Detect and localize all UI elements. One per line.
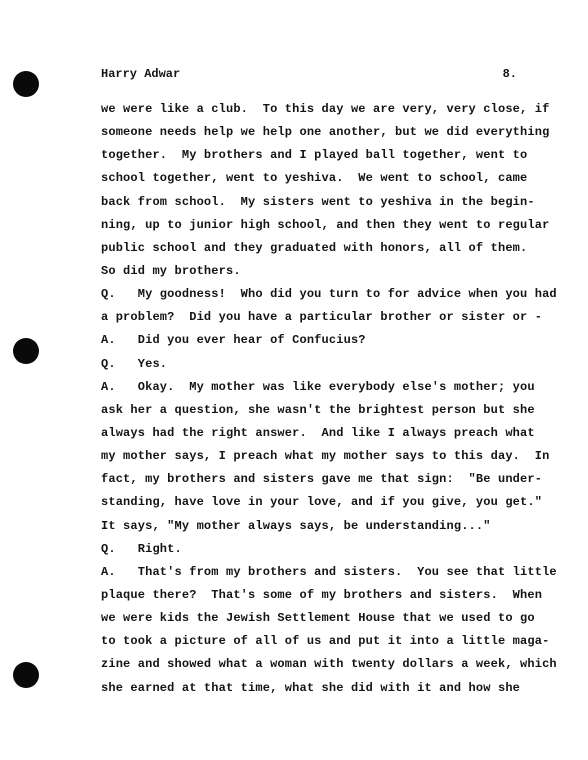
transcript-line: standing, have love in your love, and if you give, you get." xyxy=(101,495,543,510)
transcript-line: A. Okay. My mother was like everybody else's mother; you xyxy=(101,379,535,394)
transcript-line: she earned at that time, what she did with it and how she xyxy=(101,680,521,695)
transcript-line: public school and they graduated with honors, all of them. xyxy=(101,240,528,255)
transcript-line: back from school. My sisters went to yeshiva in the begin- xyxy=(101,194,535,209)
binder-hole-top xyxy=(13,71,39,97)
transcript-line: plaque there? That's some of my brothers and sisters. When xyxy=(101,587,543,602)
binder-hole-bottom xyxy=(13,662,39,688)
transcript-line: fact, my brothers and sisters gave me that sign: "Be under- xyxy=(101,472,543,487)
transcript-line: we were kids the Jewish Settlement House that we used to go xyxy=(101,611,535,626)
transcript-line: together. My brothers and I played ball together, went to xyxy=(101,148,528,163)
transcript-line: ning, up to junior high school, and then they went to regular xyxy=(101,217,550,232)
binder-hole-middle xyxy=(13,338,39,364)
page-number: 8. xyxy=(502,67,517,81)
page-header xyxy=(101,65,517,83)
interviewee-name: Harry Adwar xyxy=(101,67,181,81)
transcript-line: Q. My goodness! Who did you turn to for advice when you had xyxy=(101,287,557,302)
transcript-line: It says, "My mother always says, be understanding..." xyxy=(101,518,491,533)
transcript-line: ask her a question, she wasn't the brightest person but she xyxy=(101,402,535,417)
transcript-line: Q. Yes. xyxy=(101,356,168,371)
transcript-line: A. Did you ever hear of Confucius? xyxy=(101,333,366,348)
transcript-line: my mother says, I preach what my mother says to this day. In xyxy=(101,449,550,464)
transcript-line: A. That's from my brothers and sisters. You see that little xyxy=(101,564,557,579)
transcript-line: to took a picture of all of us and put it into a little maga- xyxy=(101,634,550,649)
transcript-line: always had the right answer. And like I always preach what xyxy=(101,425,535,440)
transcript-body xyxy=(101,98,557,700)
transcript-line: school together, went to yeshiva. We went to school, came xyxy=(101,171,528,186)
transcript-line: we were like a club. To this day we are very, very close, if xyxy=(101,102,550,116)
transcript-line: someone needs help we help one another, but we did everything xyxy=(101,125,550,140)
transcript-line: a problem? Did you have a particular brother or sister or - xyxy=(101,310,543,325)
transcript-line: Q. Right. xyxy=(101,541,182,556)
transcript-line: zine and showed what a woman with twenty dollars a week, which xyxy=(101,657,557,672)
transcript-line: So did my brothers. xyxy=(101,263,241,278)
